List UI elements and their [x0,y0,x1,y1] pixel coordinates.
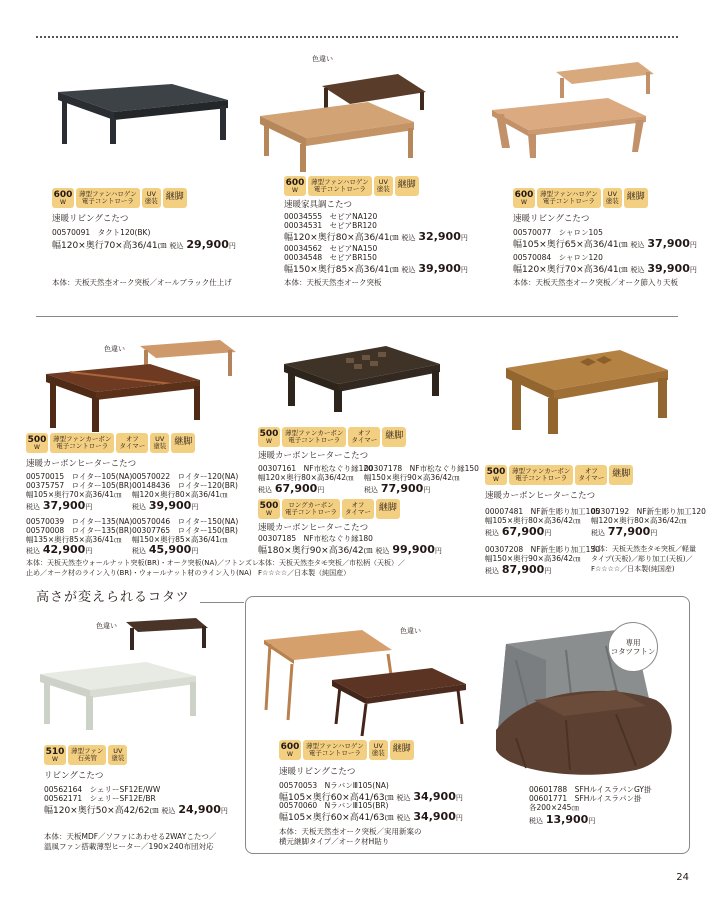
leg-badge: 継脚 [163,188,187,208]
heater-badge: 薄型ファンハロゲン 電子コントローラ [537,188,601,208]
price-line: 幅105×奥行65×高36/41㎝ 税込 37,900円 [513,237,697,250]
section-title-rule [200,602,244,603]
heater-badge: 薄型ファンカーボン 電子コントローラ [50,433,114,453]
leg-badge: 継脚 [624,188,648,208]
price-line: 幅120×奥行50×高42/62㎝ 税込 24,900円 [44,803,228,816]
product-spec: 幅150×奥行85×高36/41㎝ [132,535,228,544]
product-code: 00307161 NF市松なぐり縁120 [258,464,373,473]
price-line: 税込 67,900円 [485,525,552,538]
product-spec: 幅105×奥行80×高36/42㎝ [485,516,581,525]
product-note: F☆☆☆☆／日本製（純国産） [258,569,351,577]
product-note: 本体：天板天然杢オーク突板／オーク節入り天板 [513,278,678,287]
wattage-badge: 600 W [52,188,74,208]
product-title: 速暖リビングこたつ [52,214,129,224]
heater-badge: 薄型ファンハロゲン 電子コントローラ [308,176,372,196]
product-code: 00562171 シェリーSF12E/BR [44,794,156,803]
heater-badge: 薄型ファンカーボン 電子コントローラ [282,427,346,447]
product-title: 速暖カーボンヒーターこたつ [26,459,137,469]
uv-badge: UV 塗装 [108,745,127,765]
color-variant-label: 色違い [312,55,333,63]
product-image-takt [52,80,232,150]
timer-badge: オフ タイマー [348,427,380,447]
product-code: 00034555 セピアNA120 [284,212,378,221]
product-image-sepia [258,66,428,176]
heater-badge: 薄型ファンカーボン 電子コントローラ [509,465,573,485]
feature-badges [279,740,414,760]
leg-badge: 継脚 [395,176,419,196]
price-line: 税込 45,900円 [132,543,199,556]
product-code: 00570077 シャロン105 [513,228,603,237]
leg-badge: 継脚 [390,740,414,760]
product-code: 00570060 NラバンⅢ105(BR) [279,801,389,810]
heater-badge: 薄型ファンハロゲン 電子コントローラ [303,740,367,760]
product-code: 00307208 NF新生彫り加工150 [485,545,600,554]
price-line: 幅120×奥行70×高36/41㎝ 税込 29,900円 [52,238,236,251]
color-variant-label: 色違い [400,627,421,635]
price-line: 幅120×奥行70×高36/41㎝ 税込 39,900円 [513,262,697,275]
product-code: 00562164 シェリーSF12E/WW [44,785,161,794]
product-note: 止め／オーク材のライン入り(BR)・ウォールナット材のライン入り(NA) [26,569,252,577]
wattage-badge: 600 W [279,740,301,760]
color-variant-label: 色違い [104,345,125,353]
wattage-badge: 500 W [26,433,48,453]
uv-badge: UV 塗装 [142,188,161,208]
heater-badge: ロングカーボン 電子コントローラ [282,499,340,519]
product-note: F☆☆☆☆／日本製(純国産) [591,565,675,573]
price-line: 幅105×奥行60×高41/63㎝ 税込 34,900円 [279,810,463,823]
product-image-shelly [36,614,216,734]
product-code: 00007481 NF新生彫り加工105 [485,507,600,516]
product-title: 速暖家具調こたつ [284,200,353,210]
product-spec: 幅105×奥行70×高36/41㎝ [26,490,122,499]
uv-badge: UV 塗装 [150,433,169,453]
leg-badge: 継脚 [376,499,400,519]
price-line: 税込 77,900円 [591,525,658,538]
feature-badges [258,499,400,519]
product-code: 00601771 SFHルイスラパン掛 [529,794,642,803]
wattage-badge: 600 W [513,188,535,208]
product-image-sharon [488,60,658,160]
product-title: リビングこたつ [44,771,104,781]
product-spec: 幅150×奥行90×高36/42㎝ [364,473,460,482]
price-line: 税込 77,900円 [364,482,431,495]
feature-badges [258,427,406,447]
product-spec: 幅120×奥行80×高36/42㎝ [258,473,354,482]
uv-badge: UV 塗装 [374,176,393,196]
product-title: 速暖カーボンヒーターこたつ [258,451,369,461]
price-line: 幅180×奥行90×高36/42㎝ 税込 99,900円 [258,543,442,556]
product-note: 本体：天板天然杢タモ突板／市松柄（天板）／ [258,559,405,567]
product-code: 00570015 ロイター105(NA) [26,472,133,481]
product-note: 本体：天板天然杢オーク突板 [284,278,382,287]
price-line: 税込 87,900円 [485,563,552,576]
uv-badge: UV 塗装 [603,188,622,208]
product-spec: 幅135×奥行85×高36/41㎝ [26,535,122,544]
leg-badge: 継脚 [382,427,406,447]
product-code: 00570008 ロイター135(BR) [26,526,132,535]
leg-badge: 継脚 [609,465,633,485]
product-note: 本体：天板MDF／ソファにあわせる2WAYこたつ／ [44,832,217,841]
uv-badge: UV 塗装 [369,740,388,760]
feature-badges [52,188,187,208]
product-note: 本体：天板天然杢オーク突板／実用新案の [279,827,422,836]
product-image-laban [262,620,468,740]
product-note: 横元継脚タイプ／オーク材H貼り [279,837,390,846]
product-code: 00034562 セピアNA150 [284,244,378,253]
feature-badges [513,188,648,208]
top-dotted-rule [36,36,678,38]
product-code: 00570046 ロイター150(NA) [132,517,239,526]
page-number: 24 [676,871,689,883]
product-code: 00375757 ロイター105(BR) [26,481,132,490]
product-code: 00034548 セピアBR150 [284,253,377,262]
price-line: 税込 42,900円 [26,543,93,556]
product-code: 00570022 ロイター120(NA) [132,472,239,481]
section-title: 高さが変えられるコタツ [36,590,190,605]
timer-badge: オフ タイマー [575,465,607,485]
product-code: 00307185 NF市松なぐり縁180 [258,534,373,543]
price-line: 税込 13,900円 [529,813,596,826]
wattage-badge: 500 W [258,499,280,519]
product-image-reuter [40,336,240,436]
wattage-badge: 510 W [44,745,66,765]
product-code: 00570053 NラバンⅢ105(NA) [279,781,389,790]
product-code: 00307178 NF市松なぐり縁150 [364,464,479,473]
product-title: 速暖リビングこたつ [513,214,590,224]
product-code: 00570091 タクト120(BK) [52,228,151,237]
color-variant-label: 色違い [96,622,117,630]
heater-badge: 薄型ファンハロゲン 電子コントローラ [76,188,140,208]
product-code: 00601788 SFHルイスラパンGY掛 [529,785,652,794]
feature-badges [26,433,195,453]
wattage-badge: 600 W [284,176,306,196]
product-note: 温風ファン搭載薄型ヒーター／190×240布団対応 [44,842,214,851]
feature-badges [485,465,633,485]
product-code: 00570039 ロイター135(NA) [26,517,133,526]
product-note: 本体：天板天然杢タモ突板／軽量 [591,545,696,553]
product-spec: 幅120×奥行80×高36/42㎝ [591,516,687,525]
wattage-badge: 500 W [485,465,507,485]
product-image-ichimatsu [276,336,446,416]
product-note: 本体：天板天然杢ウォールナット突板(BR)・オーク突板(NA)／フトンズレ [26,559,259,567]
product-spec: 幅150×奥行90×高36/42㎝ [485,554,581,563]
price-line: 税込 37,900円 [26,499,93,512]
timer-badge: オフ タイマー [116,433,148,453]
product-note: 本体：天板天然杢オーク突板／オールブラック仕上げ [52,278,232,287]
price-line: 幅120×奥行80×高36/41㎝ 税込 32,900円 [284,230,468,243]
product-spec: 幅120×奥行80×高36/41㎝ [132,490,228,499]
feature-badges [284,176,419,196]
product-title: 速暖リビングこたつ [279,767,356,777]
product-code: 00034531 セピアBR120 [284,221,377,230]
product-code: 00307192 NF新生彫り加工120 [591,507,706,516]
product-code: 00570084 シャロン120 [513,253,603,262]
product-code: 00148436 ロイター120(BR) [132,481,238,490]
price-line: 幅105×奥行60×高41/63㎝ 税込 34,900円 [279,790,463,803]
product-image-carving [500,340,670,440]
product-code: 00307765 ロイター150(BR) [132,526,238,535]
price-line: 税込 39,900円 [132,499,199,512]
product-title: 速暖カーボンヒーターこたつ [485,491,596,501]
product-note: タイプ(天板)／彫り加工(天板)／ [591,555,693,563]
heater-badge: 薄型ファン 石英管 [68,745,106,765]
wattage-badge: 500 W [258,427,280,447]
product-title: 速暖カーボンヒーターこたつ [258,523,369,533]
timer-badge: オフ タイマー [342,499,374,519]
price-line: 税込 67,900円 [258,482,325,495]
product-spec: 各200×245㎝ [529,803,579,812]
futon-tag: 専用 コタツフトン [608,622,658,672]
section-divider [36,316,678,317]
price-line: 幅150×奥行85×高36/41㎝ 税込 39,900円 [284,262,468,275]
feature-badges [44,745,127,765]
leg-badge: 継脚 [171,433,195,453]
